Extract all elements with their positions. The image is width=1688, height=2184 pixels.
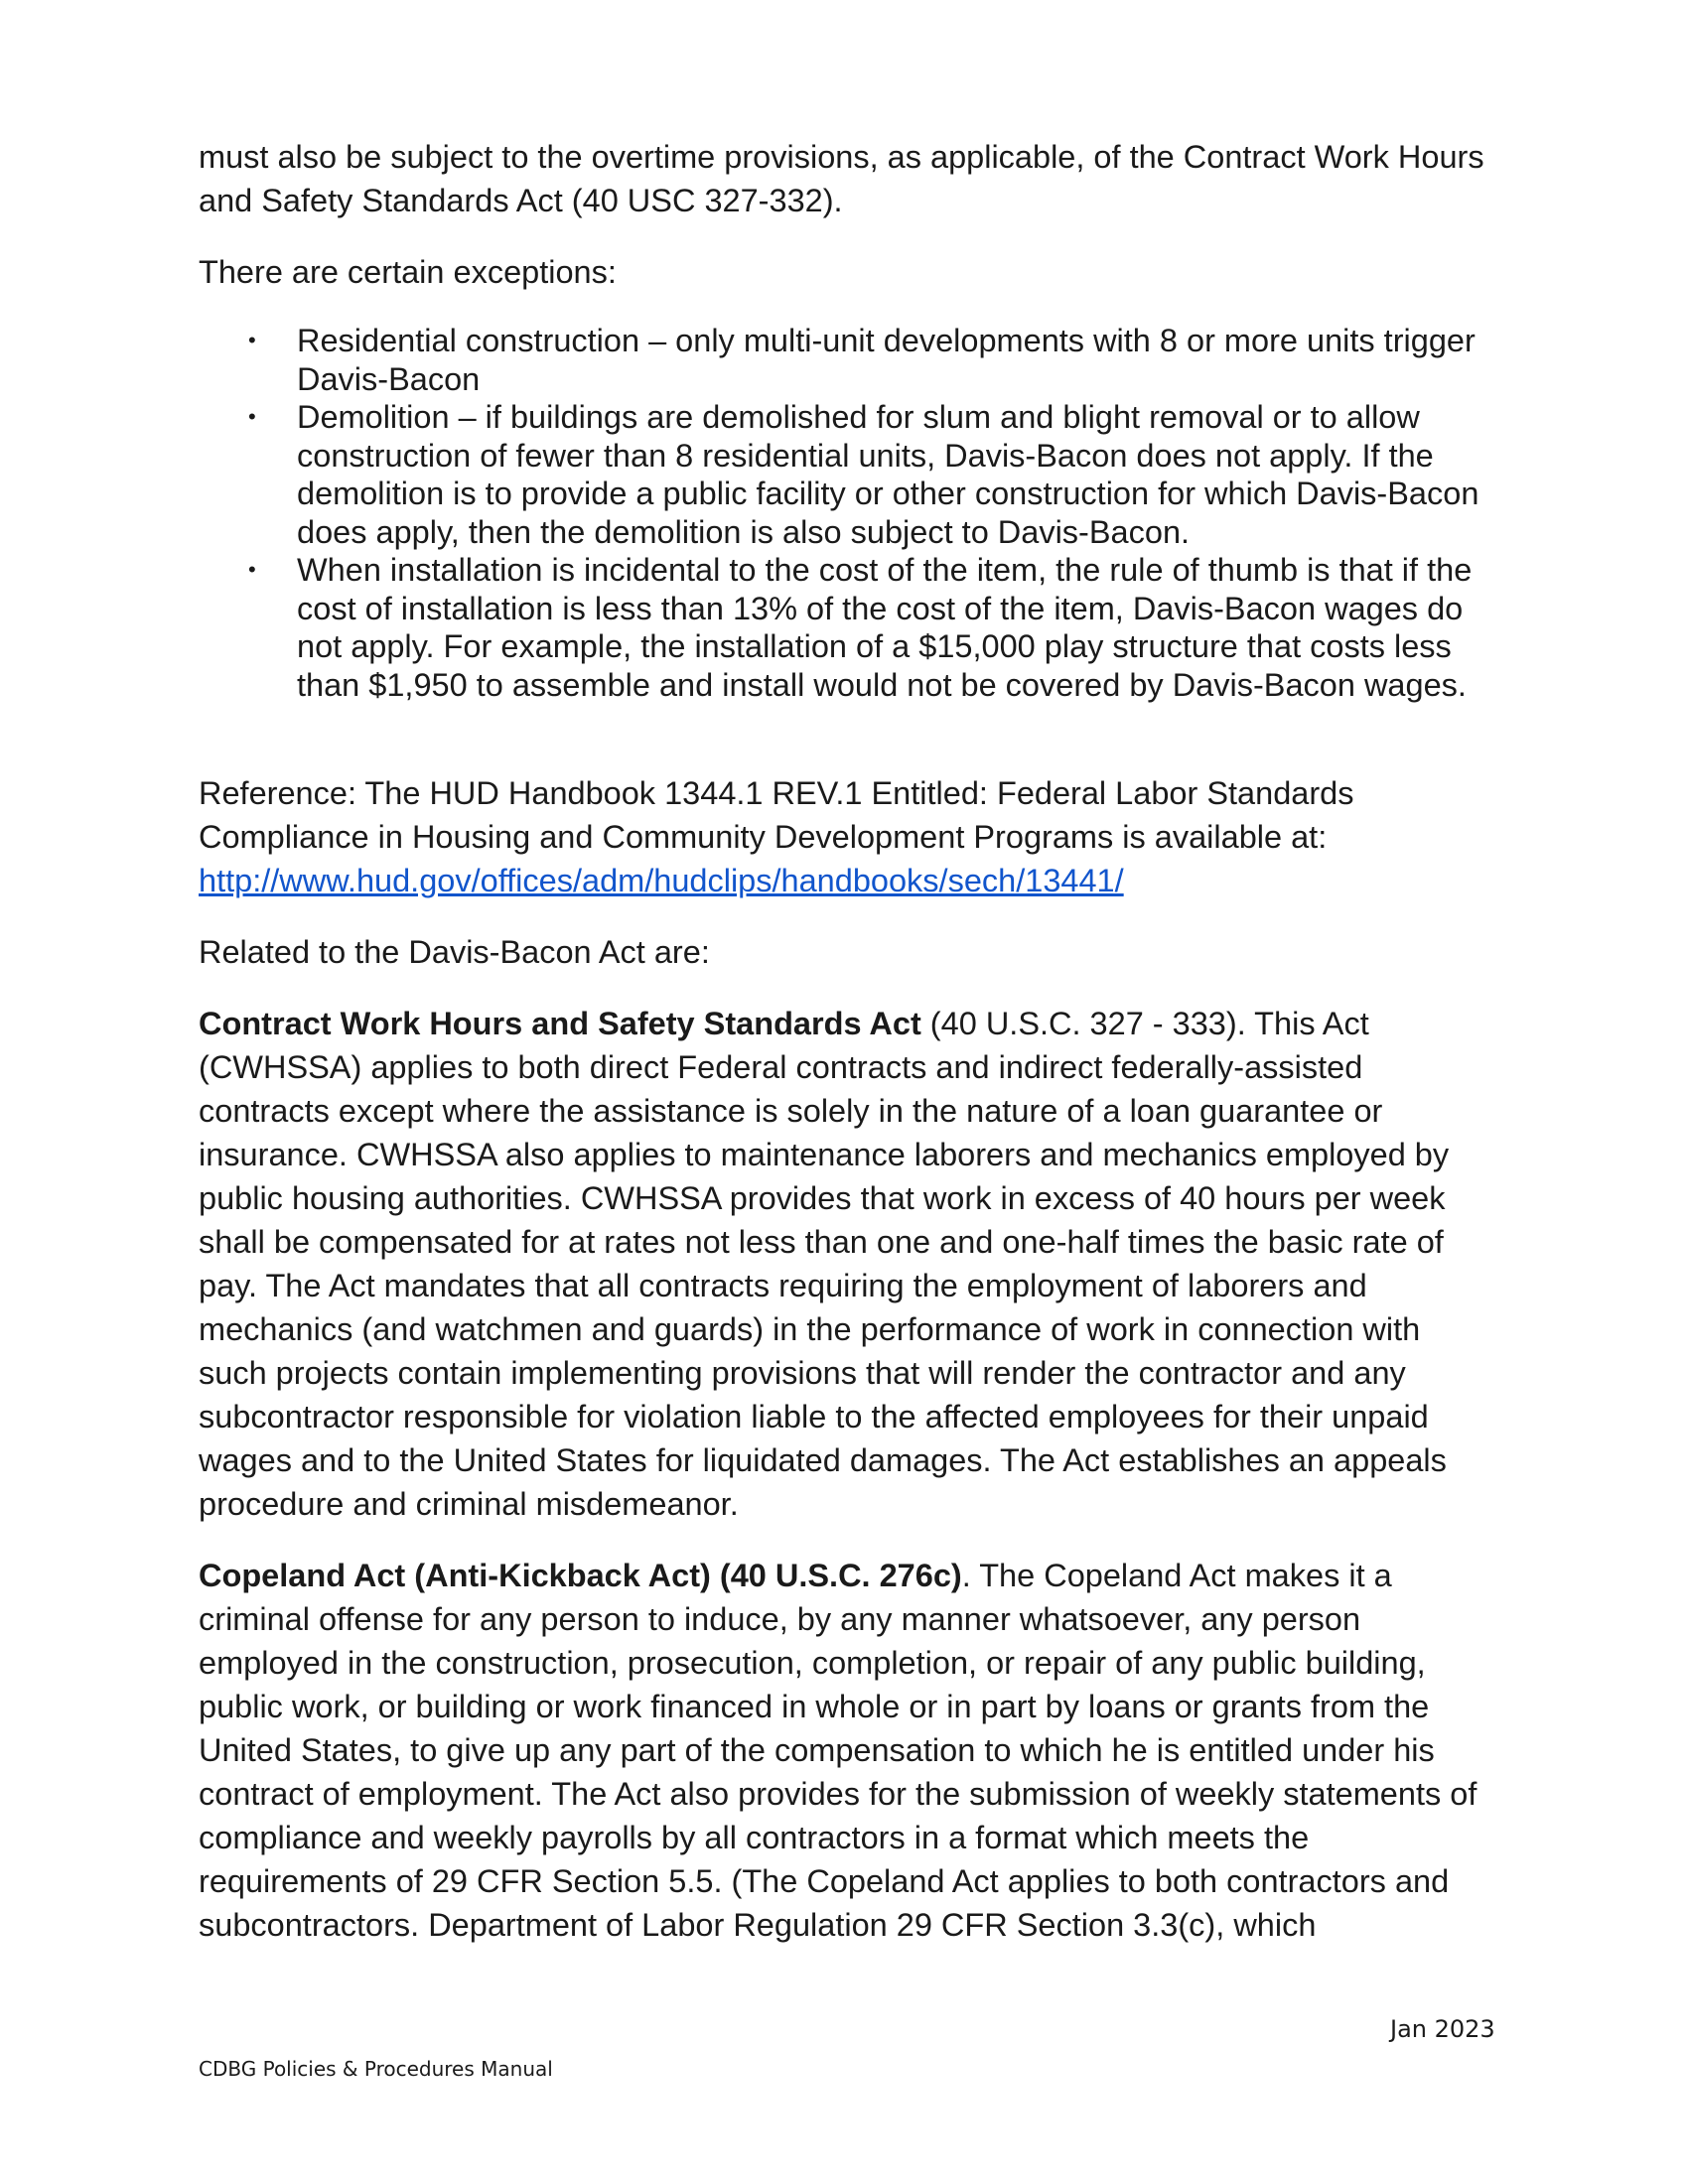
bullet-icon: • <box>248 328 256 352</box>
bullet-icon: • <box>248 557 256 582</box>
intro-paragraph: must also be subject to the overtime provisions, as applicable, of the Contract Work Hours and Safety Standards Act (40 USC 327-332). <box>199 139 1484 218</box>
cwhssa-text: (40 U.S.C. 327 - 333). This Act (CWHSSA) applies to both direct Federal contracts and indirect federally-assisted contracts except where the assistance is solely in the nature of a loan guarantee or insurance. CWHSSA also applies to maintenance laborers and mechanics employed by public housing authorities. CWHSSA provides that work in excess of 40 hours per week shall be compensated for at rates not less than one and one-half times the basic rate of pay. The Act mandates that all contracts requiring the employment of laborers and mechanics (and watchmen and guards) in the performance of work in connection with such projects contain implementing provisions that will render the contractor and any subcontractor responsible for violation liable to the affected employees for their unpaid wages and to the United States for liquidated damages. The Act establishes an appeals procedure and criminal misdemeanor. <box>199 1006 1450 1522</box>
reference-text: Reference: The HUD Handbook 1344.1 REV.1 Entitled: Federal Labor Standards Compliance in Housing and Community Development Programs is available at: <box>199 775 1354 855</box>
copeland-text: . The Copeland Act makes it a criminal offense for any person to induce, by any manner whatsoever, any person employed in the construction, prosecution, completion, or repair of any public building, public work, or building or work financed in whole or in part by loans or grants from the United States, to give up any part of the compensation to which he is entitled under his contract of employment. The Act also provides for the submission of weekly statements of compliance and weekly payrolls by all contractors in a format which meets the requirements of 29 CFR Section 5.5. (The Copeland Act applies to both contractors and subcontractors. Department of Labor Regulation 29 CFR Section 3.3(c), which <box>199 1558 1477 1943</box>
exception-text: Residential construction – only multi-unit developments with 8 or more units trigger Davis-Bacon <box>297 323 1476 397</box>
section-spacer <box>199 732 1489 771</box>
exception-item-demolition <box>199 398 1489 551</box>
exception-text: Demolition – if buildings are demolished for slum and blight removal or to allow construction of fewer than 8 residential units, Davis-Bacon does not apply. If the demolition is to provide a public facility or other construction for which Davis-Bacon does apply, then the demolition is also subject to Davis-Bacon. <box>297 399 1479 550</box>
bullet-icon: • <box>248 404 256 429</box>
copeland-paragraph <box>199 1554 1489 1947</box>
copeland-title: Copeland Act (Anti-Kickback Act) (40 U.S.C. 276c) <box>199 1558 962 1593</box>
footer-date: Jan 2023 <box>1390 2015 1495 2043</box>
exceptions-list <box>199 322 1489 704</box>
exception-item-residential <box>199 322 1489 398</box>
cwhssa-paragraph <box>199 1002 1489 1526</box>
hud-handbook-link[interactable]: http://www.hud.gov/offices/adm/hudclips/handbooks/sech/13441/ <box>199 863 1124 898</box>
document-body <box>199 135 1489 1975</box>
related-heading: Related to the Davis-Bacon Act are: <box>199 934 710 970</box>
exceptions-heading: There are certain exceptions: <box>199 254 617 290</box>
cwhssa-title: Contract Work Hours and Safety Standards Act <box>199 1006 921 1041</box>
reference-paragraph <box>199 771 1489 902</box>
footer-manual-title: CDBG Policies & Procedures Manual <box>199 2057 553 2081</box>
exception-item-installation <box>199 551 1489 704</box>
exception-text: When installation is incidental to the cost of the item, the rule of thumb is that if the cost of installation is less than 13% of the cost of the item, Davis-Bacon wages do not apply. For example, the installation of a $15,000 play structure that costs less than $1,950 to assemble and install would not be covered by Davis-Bacon wages. <box>297 552 1473 703</box>
